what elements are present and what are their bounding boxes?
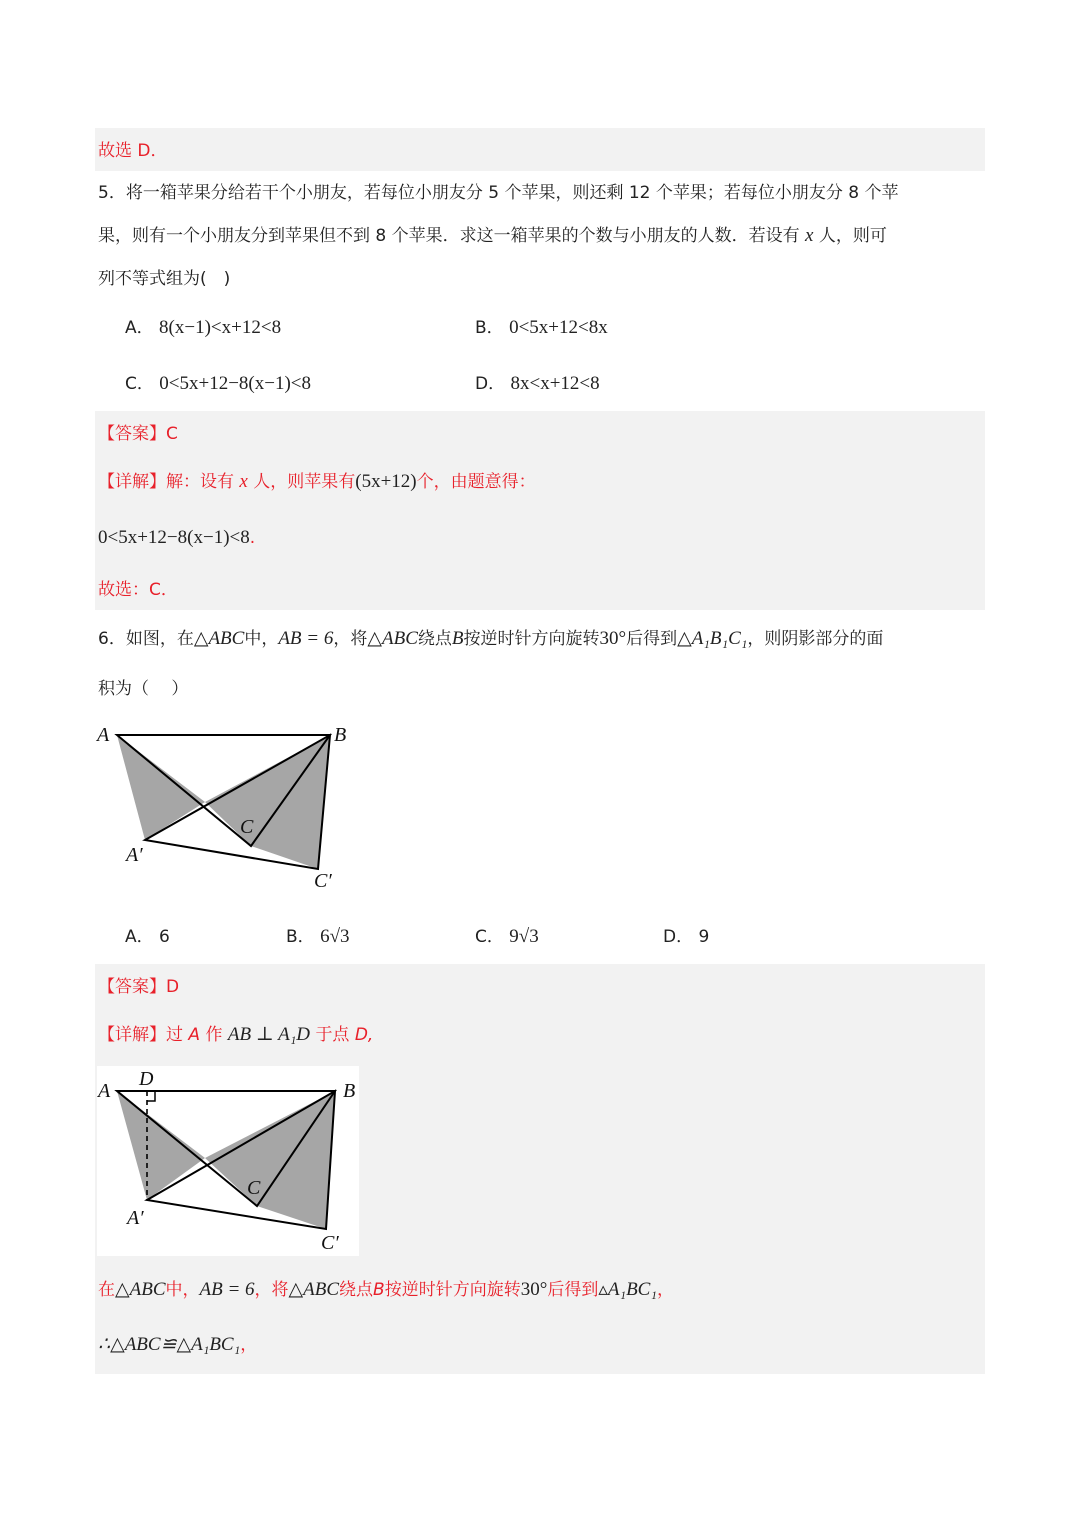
option-formula: 8x<x+12<8	[510, 373, 600, 394]
option-value: 6	[159, 927, 170, 947]
answer-value: D	[166, 977, 180, 997]
label-c1: C′	[314, 870, 332, 892]
label-c: C	[240, 816, 254, 838]
q6-point-b: B	[451, 628, 464, 649]
detail-text-b: 人，则苹果有	[253, 472, 356, 492]
right-angle-mark	[147, 1091, 155, 1101]
q6-step-2	[98, 1333, 257, 1357]
q6-triangle-1: △ABC	[193, 628, 245, 649]
label-a: A	[98, 1080, 111, 1102]
q5-variable-x: x	[805, 225, 814, 246]
detail-tag: 【详解】	[98, 1025, 166, 1045]
q5-line-2	[98, 224, 887, 248]
q6-option-b[interactable]	[286, 925, 350, 949]
option-value: 9√3	[509, 926, 539, 947]
step1-point-b: B	[373, 1280, 385, 1300]
step1-text-f: 后得到	[547, 1280, 599, 1300]
step1-text-d: 绕点	[339, 1280, 374, 1300]
option-value: 6√3	[320, 926, 350, 947]
step1-triangle-2: △ABC	[288, 1279, 340, 1300]
q6-figure	[92, 715, 372, 895]
option-label: B．	[475, 318, 504, 338]
label-c1: C′	[321, 1232, 339, 1254]
q6-option-a[interactable]	[125, 925, 170, 949]
q5-detail-formula-line	[98, 526, 255, 550]
q6-line-1	[98, 627, 883, 651]
q6-equation: AB = 6	[278, 628, 334, 649]
detail-text-c: 个，由题意得：	[416, 472, 536, 492]
q6-option-d[interactable]	[663, 925, 709, 949]
q5-number: 5．	[98, 183, 126, 203]
option-label: D．	[475, 374, 506, 394]
step1-text-e: 按逆时针方向旋转	[384, 1280, 521, 1300]
q5-option-c[interactable]	[125, 372, 311, 396]
q6-text-1f: 后得到	[626, 629, 678, 649]
detail-tag: 【详解】	[98, 472, 166, 492]
q6-text-1d: 绕点	[417, 629, 452, 649]
q5-option-a[interactable]	[125, 316, 281, 340]
prev-conclusion: 故选 D．	[98, 141, 168, 161]
step1-text-a: 在	[98, 1280, 115, 1300]
q5-option-b[interactable]	[475, 316, 608, 340]
step2-end: ，	[240, 1335, 258, 1355]
detail-expression: AB ⊥ A₁D	[227, 1024, 311, 1045]
label-a1: A′	[126, 844, 143, 866]
q6-number: 6．	[98, 629, 126, 649]
q5-answer-block	[95, 411, 985, 610]
shaded-region-right	[205, 1091, 335, 1229]
q6-triangle-3: △A₁B₁C₁	[677, 628, 748, 649]
shaded-region-right	[205, 735, 330, 869]
step1-angle: 30°	[520, 1279, 548, 1300]
detail-formula-end: .	[249, 528, 256, 548]
q6-option-c[interactable]	[475, 925, 539, 949]
option-label: B．	[286, 927, 315, 947]
detail-variable-x: x	[239, 471, 248, 492]
label-b: B	[343, 1080, 356, 1102]
step1-triangle: △ABC	[115, 1279, 166, 1300]
q5-detail	[98, 470, 536, 494]
shaded-region-left	[117, 735, 205, 840]
q5-text-2a: 果，则有一个小朋友分到苹果但不到 8 个苹果．求这一箱苹果的个数与小朋友的人数．若设有	[98, 226, 800, 246]
q5-text-1: 将一箱苹果分给若干个小朋友，若每位小朋友分 5 个苹果，则还剩 12 个苹果；若每位小朋友分 8 个苹	[125, 183, 899, 203]
q6-triangle-2: △ABC	[367, 628, 418, 649]
step1-triangle-3: ▵A₁BC₁	[598, 1279, 657, 1300]
label-c: C	[247, 1177, 261, 1199]
option-label: C．	[125, 374, 154, 394]
step1-text-g: ，	[656, 1280, 674, 1300]
q5-option-d[interactable]	[475, 372, 600, 396]
option-label: A．	[125, 927, 154, 947]
q6-text-1c: ，将	[333, 629, 368, 649]
answer-tag: 【答案】	[98, 977, 166, 997]
q5-answer	[98, 422, 178, 446]
option-formula: 0<5x+12−8(x−1)<8	[159, 373, 312, 394]
answer-value: C	[166, 424, 178, 444]
option-label: D．	[663, 927, 694, 947]
shaded-region-left	[117, 1091, 205, 1200]
detail-expression: (5x+12)	[355, 471, 417, 492]
q6-step-1	[98, 1278, 674, 1302]
detail-point-d: D,	[354, 1025, 374, 1045]
detail-text-c: 于点	[315, 1025, 350, 1045]
q5-line-1	[98, 181, 899, 205]
q5-conclusion: 故选：C．	[98, 580, 178, 600]
option-label: A．	[125, 318, 154, 338]
q6-text-1a: 如图，在	[125, 629, 194, 649]
option-formula: 0<5x+12<8x	[509, 317, 608, 338]
q6-text-1e: 按逆时针方向旋转	[463, 629, 600, 649]
detail-text-a: 解：设有	[166, 472, 234, 492]
detail-point-a: A	[188, 1025, 201, 1045]
q6-line-2: 积为（ ）	[98, 679, 189, 699]
label-b: B	[334, 724, 347, 746]
detail-text-a: 过	[166, 1025, 183, 1045]
label-a: A	[97, 724, 110, 746]
answer-tag: 【答案】	[98, 424, 166, 444]
q6-text-1g: ，则阴影部分的面	[747, 629, 884, 649]
option-formula: 8(x−1)<x+12<8	[159, 317, 282, 338]
step1-text-b: 中，	[165, 1280, 200, 1300]
q6-angle: 30°	[599, 628, 627, 649]
q5-text-2b: 人，则可	[818, 226, 887, 246]
label-d: D	[139, 1068, 154, 1090]
label-a1: A′	[127, 1207, 144, 1229]
option-value: 9	[698, 927, 710, 947]
q6-figure-2	[97, 1066, 359, 1256]
step1-text-c: ，将	[254, 1280, 289, 1300]
q6-text-1b: 中，	[244, 629, 279, 649]
option-label: C．	[475, 927, 504, 947]
detail-formula: 0<5x+12−8(x−1)<8	[98, 527, 250, 548]
q6-answer	[98, 975, 179, 999]
q5-line-3: 列不等式组为( )	[98, 269, 231, 289]
step1-equation: AB = 6	[199, 1279, 255, 1300]
detail-text-b: 作	[205, 1025, 223, 1045]
prev-answer-block	[95, 128, 985, 171]
q6-detail	[98, 1023, 373, 1047]
step2-congruence: ∴△ABC≌△A₁BC₁	[98, 1334, 241, 1355]
